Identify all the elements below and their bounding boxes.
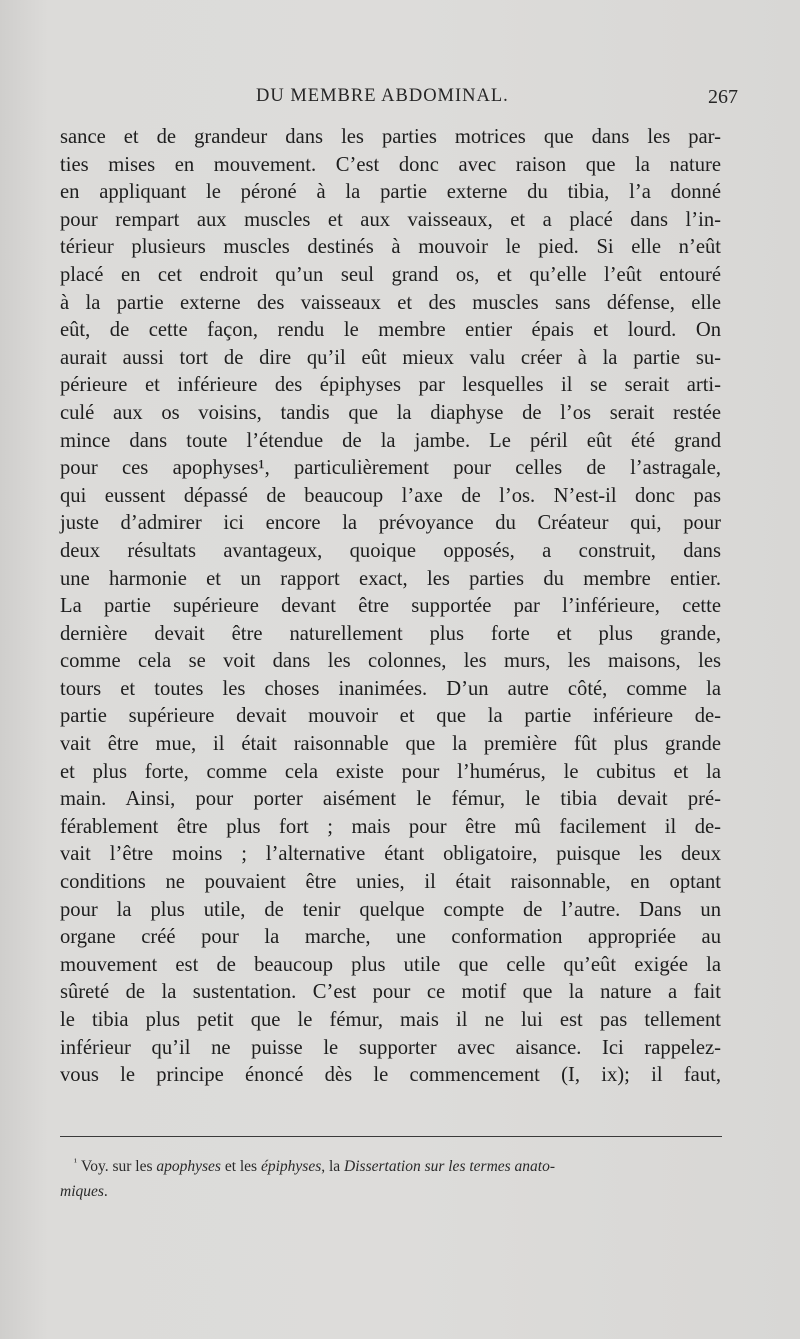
- text-line: tours et toutes les choses inanimées. D’un autre côté, comme la: [60, 677, 721, 700]
- text-line: comme cela se voit dans les colonnes, les murs, les maisons, les: [60, 650, 721, 673]
- text-line: vous le principe énoncé dès le commencement (I, ix); il faut,: [60, 1064, 721, 1087]
- footnote-italic: Dissertation sur les termes anato-: [344, 1158, 556, 1175]
- page-header: [60, 86, 738, 118]
- page-number: 267: [708, 86, 738, 108]
- text-line: une harmonie et un rapport exact, les parties du membre entier.: [60, 567, 721, 590]
- text-line: férablement être plus fort ; mais pour être mû facilement il de-: [60, 815, 721, 838]
- text-line: à la partie externe des vaisseaux et des muscles sans défense, elle: [60, 291, 721, 314]
- text-line: mouvement est de beaucoup plus utile que celle qu’eût exigée la: [60, 953, 721, 976]
- footnote-line: [60, 1179, 722, 1204]
- text-line: vait l’être moins ; l’alternative étant obligatoire, puisque les deux: [60, 843, 721, 866]
- text-line: deux résultats avantageux, quoique opposés, a construit, dans: [60, 539, 721, 562]
- text-line: organe créé pour la marche, une conformation appropriée au: [60, 926, 721, 949]
- footnote-italic: épiphyses: [260, 1158, 322, 1175]
- text-line: ties mises en mouvement. C’est donc avec raison que la nature: [60, 153, 721, 176]
- text-line: placé en cet endroit qu’un seul grand os, et qu’elle l’eût entouré: [60, 263, 721, 286]
- text-line: pour ces apophyses¹, particulièrement pour celles de l’astragale,: [60, 457, 721, 480]
- text-line: main. Ainsi, pour porter aisément le fémur, le tibia devait pré-: [60, 788, 721, 811]
- text-line: sance et de grandeur dans les parties motrices que dans les par-: [60, 126, 721, 148]
- footnote: [60, 1150, 722, 1204]
- text-line: en appliquant le péroné à la partie externe du tibia, l’a donné: [60, 181, 721, 204]
- footnote-line: [60, 1150, 722, 1179]
- text-line: La partie supérieure devant être supportée par l’inférieure, cette: [60, 595, 721, 618]
- text-line: partie supérieure devait mouvoir et que la partie inférieure de-: [60, 705, 721, 728]
- text-line: pour la plus utile, de tenir quelque compte de l’autre. Dans un: [60, 898, 721, 921]
- text-line: et plus forte, comme cela existe pour l’humérus, le cubitus et la: [60, 760, 721, 783]
- text-line: sûreté de la sustentation. C’est pour ce motif que la nature a fait: [60, 981, 721, 1004]
- text-line: conditions ne pouvaient être unies, il était raisonnable, en optant: [60, 871, 721, 894]
- footnote-text: .: [103, 1183, 108, 1200]
- text-line: eût, de cette façon, rendu le membre entier épais et lourd. On: [60, 319, 721, 342]
- text-line: dernière devait être naturellement plus forte et plus grande,: [60, 622, 721, 645]
- footnote-text: et les: [220, 1158, 261, 1175]
- text-line: vait être mue, il était raisonnable que la première fût plus grande: [60, 733, 721, 756]
- text-line: mince dans toute l’étendue de la jambe. Le péril eût été grand: [60, 429, 721, 452]
- text-line: le tibia plus petit que le fémur, mais il ne lui est pas tellement: [60, 1009, 721, 1031]
- footnote-italic: apophyses: [156, 1158, 221, 1175]
- footnote-mark: ¹: [74, 1157, 77, 1168]
- text-line: périeure et inférieure des épiphyses par lesquelles il se serait arti-: [60, 374, 721, 397]
- footnote-text: , la: [321, 1158, 345, 1175]
- body-text: [60, 124, 721, 1090]
- text-line: térieur plusieurs muscles destinés à mouvoir le pied. Si elle n’eût: [60, 236, 721, 259]
- text-line: juste d’admirer ici encore la prévoyance du Créateur qui, pour: [60, 512, 721, 535]
- text-line: inférieur qu’il ne puisse le supporter avec aisance. Ici rappelez-: [60, 1036, 721, 1059]
- text-line: pour rempart aux muscles et aux vaisseaux, et a placé dans l’in-: [60, 208, 721, 231]
- footnote-text: Voy. sur les: [81, 1158, 157, 1175]
- text-line: aurait aussi tort de dire qu’il eût mieux valu créer à la partie su-: [60, 346, 721, 369]
- footnote-rule: [60, 1136, 722, 1137]
- footnote-italic: miques: [60, 1183, 104, 1200]
- text-line: qui eussent dépassé de beaucoup l’axe de l’os. N’est-il donc pas: [60, 484, 721, 507]
- text-line: culé aux os voisins, tandis que la diaphyse de l’os serait restée: [60, 401, 721, 424]
- running-title: DU MEMBRE ABDOMINAL.: [256, 86, 509, 106]
